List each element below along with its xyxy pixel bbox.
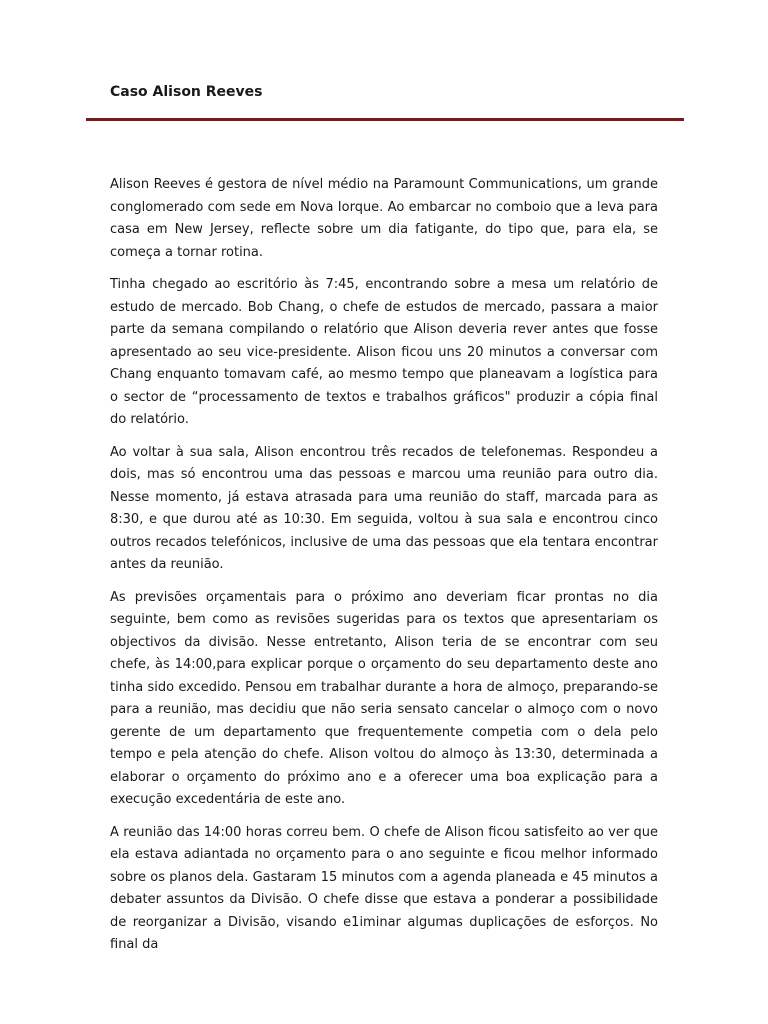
- paragraph-5: A reunião das 14:00 horas correu bem. O chefe de Alison ficou satisfeito ao ver que ela estava adiantada no orçamento para o ano seguinte e ficou melhor informado sobre os planos dela. Gastaram 15 minutos com a agenda planeada e 45 minutos a debater assuntos da Divisão. O chefe disse que estava a ponderar a possibilidade de reorganizar a Divisão, visando e1iminar algumas duplicações de esforços. No final da: [110, 824, 658, 952]
- paragraph-4: As previsões orçamentais para o próximo ano deveriam ficar prontas no dia seguinte, bem como as revisões sugeridas para os textos que apresentariam os objectivos da divisão. Nesse entretanto, Alison teria de se encontrar com seu chefe, às 14:00,para explicar porque o orçamento do seu departamento deste ano tinha sido excedido. Pensou em trabalhar durante a hora de almoço, preparando-se para a reunião, mas decidiu que não seria sensato cancelar o almoço com o novo gerente de um departamento que frequentemente competia com o dela pelo tempo e pela atenção do chefe. Alison voltou do almoço às 13:30, determinada a elaborar o orçamento do próximo ano e a oferecer uma boa explicação para a execução excedentária de este ano.: [110, 589, 658, 807]
- document-body: [110, 174, 658, 967]
- paragraph-1: Alison Reeves é gestora de nível médio na Paramount Communications, um grande conglomerado com sede em Nova Iorque. Ao embarcar no comboio que a leva para casa em New Jersey, reflecte sobre um dia fatigante, do tipo que, para ela, se começa a tornar rotina.: [110, 177, 658, 260]
- paragraph-3: Ao voltar à sua sala, Alison encontrou três recados de telefonemas. Respondeu a dois, mas só encontrou uma das pessoas e marcou uma reunião para outro dia. Nesse momento, já estava atrasada para uma reunião do staff, marcada para as 8:30, e que durou até as 10:30. Em seguida, voltou à sua sala e encontrou cinco outros recados telefónicos, inclusive de uma das pessoas que ela tentara encontrar antes da reunião.: [110, 444, 658, 572]
- document-title: Caso Alison Reeves: [110, 84, 263, 100]
- paragraph-2: Tinha chegado ao escritório às 7:45, encontrando sobre a mesa um relatório de estudo de mercado. Bob Chang, o chefe de estudos de mercado, passara a maior parte da semana compilando o relatório que Alison deveria rever antes que fosse apresentado ao seu vice-presidente. Alison ficou uns 20 minutos a conversar com Chang enquanto tomavam café, ao mesmo tempo que planeavam a logística para o sector de “processamento de textos e trabalhos gráficos" produzir a cópia final do relatório.: [110, 277, 658, 427]
- title-divider: [86, 118, 684, 121]
